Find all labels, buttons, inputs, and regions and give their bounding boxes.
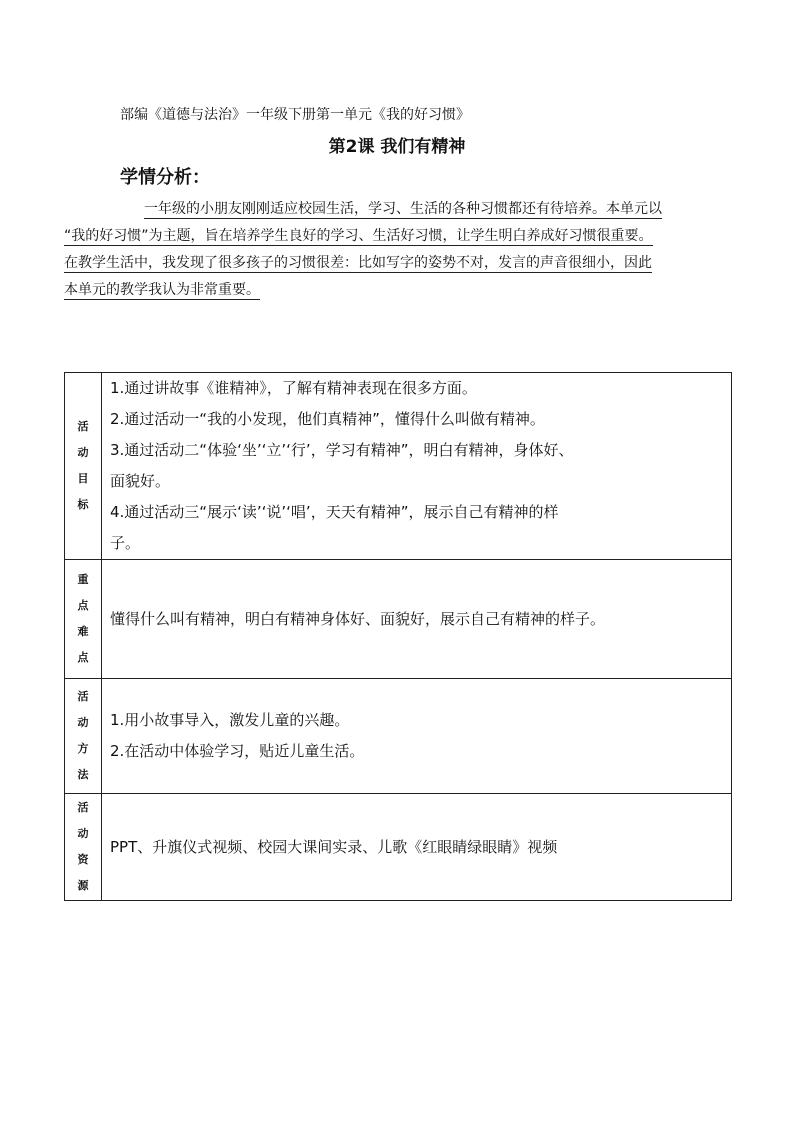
unit-series-title: 部编《道德与法治》一年级下册第一单元《我的好习惯》 [120, 107, 470, 123]
content-line: 4.通过活动三“展示‘读’‘说’‘唱’，天天有精神”，展示自己有精神的样 [110, 503, 559, 521]
row-content [102, 373, 732, 560]
table-row-resources [65, 794, 732, 901]
label-char: 标 [77, 498, 89, 511]
label-char: 活 [77, 801, 89, 814]
content-line: 2.通过活动一“我的小发现，他们真精神”，懂得什么叫做有精神。 [110, 410, 545, 428]
content-line: 面貌好。 [110, 472, 171, 490]
row-content [102, 560, 732, 679]
label-char: 资 [77, 853, 89, 866]
content-line: 1.通过讲故事《谁精神》，了解有精神表现在很多方面。 [110, 379, 477, 397]
content-line: 子。 [110, 534, 141, 552]
lesson-title: 第2课 我们有精神 [328, 137, 466, 157]
label-char: 动 [77, 716, 89, 729]
label-char: 重 [77, 573, 89, 586]
label-char: 目 [77, 472, 89, 485]
row-label [65, 794, 102, 901]
analysis-paragraph [64, 196, 754, 304]
label-char: 点 [77, 599, 89, 612]
label-char: 点 [77, 651, 89, 664]
content-line: 2.在活动中体验学习，贴近儿童生活。 [110, 742, 365, 760]
row-content [102, 679, 732, 794]
content-line: 1.用小故事导入，激发儿童的兴趣。 [110, 711, 350, 729]
analysis-line: 在教学生活中，我发现了很多孩子的习惯很差：比如写字的姿势不对，发言的声音很细小，因此 [64, 255, 652, 271]
label-char: 动 [77, 827, 89, 840]
row-label [65, 560, 102, 679]
analysis-line: 一年级的小朋友刚刚适应校园生活，学习、生活的各种习惯都还有待培养。本单元以 [144, 201, 662, 217]
table-row-methods [65, 679, 732, 794]
label-char: 方 [77, 742, 89, 755]
label-char: 法 [77, 768, 89, 781]
label-char: 活 [77, 420, 89, 433]
label-char: 活 [77, 690, 89, 703]
label-char: 动 [77, 446, 89, 459]
analysis-heading: 学情分析： [120, 167, 210, 188]
table-row-goals [65, 373, 732, 560]
analysis-line: “我的好习惯”为主题，旨在培养学生良好的学习、生活好习惯，让学生明白养成好习惯很重要。 [64, 228, 653, 244]
lesson-plan-table [64, 372, 732, 901]
table-row-key-points [65, 560, 732, 679]
row-label [65, 679, 102, 794]
content-line: PPT、升旗仪式视频、校园大课间实录、儿歌《红眼睛绿眼睛》视频 [110, 837, 558, 856]
label-char: 源 [77, 879, 89, 892]
row-content [102, 794, 732, 901]
content-line: 懂得什么叫有精神，明白有精神身体好、面貌好，展示自己有精神的样子。 [110, 609, 606, 628]
label-char: 难 [77, 625, 89, 638]
analysis-line: 本单元的教学我认为非常重要。 [64, 282, 260, 298]
content-line: 3.通过活动二“体验‘坐’‘立’‘行’，学习有精神”，明白有精神，身体好、 [110, 441, 574, 459]
row-label [65, 373, 102, 560]
